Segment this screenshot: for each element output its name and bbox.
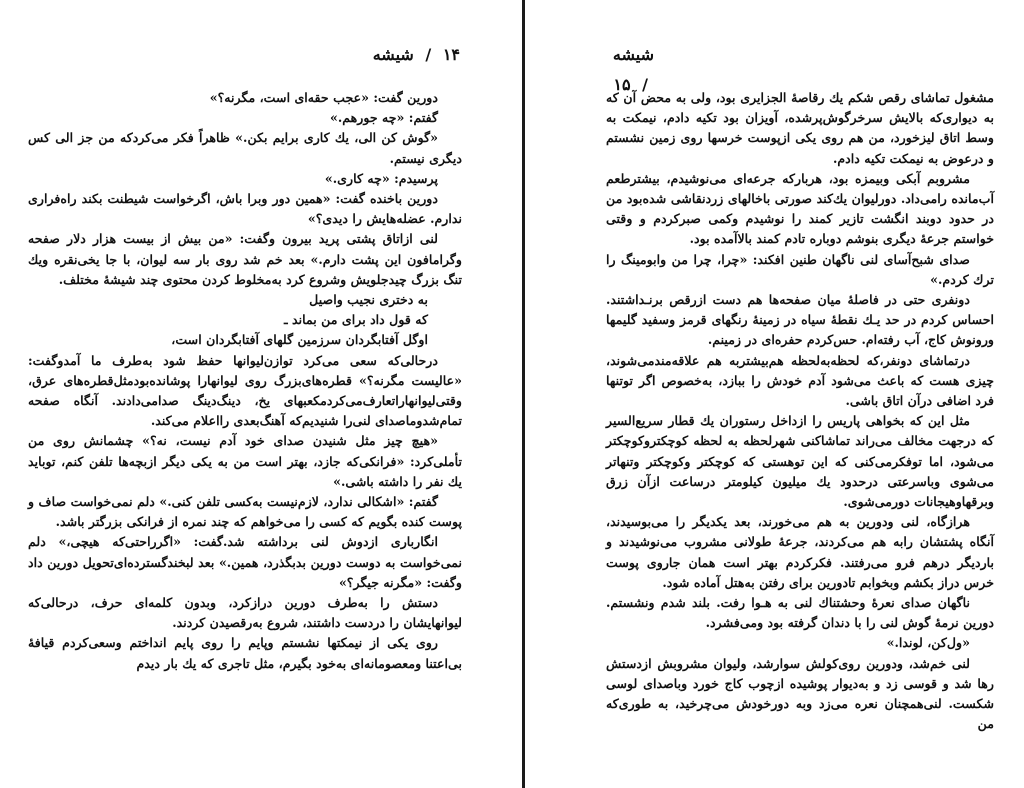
paragraph: هرازگاه، لنی ودورین به هم می‌خورند، بعد یکدیگر را می‌بوسیدند، آنگاه پشتشان رابه هم می‌کردند، جرعهٔ طولانی مشروب می‌نوشیدند و باردیگر درهم فرو می‌رفتند. فکرکردم بهتر است همان جاروی پوست خرس دراز بکشم وبخوابم تادورین برای رفتن به‌هتل آماده شود. — [606, 514, 994, 590]
paragraph: انگارباری ازدوش لنی برداشته شد.گفت: «اگرراحتی‌که هیچی،» دلم نمی‌خواست به دوست دورین بدبگذرد، همین.» بعد لبخندگسترده‌ای‌تحویل دورین داد وگفت: «مگرنه جیگر؟» — [28, 534, 462, 590]
paragraph: مشغول تماشای رقص شکم یك رقاصهٔ الجزایری بود، ولی به محض آن که به دیواری‌که بالایش سرخرگوش‌پرشده، آویزان بود تکیه دادم، نیمکت به وسط اتاق لیزخورد، من هم روی یکی ازپوست خرسها روی زمین نشستم و درعوض به نیمکت تکیه دادم. — [606, 90, 994, 166]
left-page-number: ۱۴ — [442, 45, 460, 64]
right-page-body — [606, 88, 994, 735]
poem-line: اوگل آفتابگردان سرزمین گلهای آفتابگردان است، — [171, 332, 428, 348]
paragraph: «گوش کن الی، یك کاری برایم بکن.» ظاهراً فکر می‌کردکه من جز الی کس دیگری نیستم. — [28, 130, 462, 166]
paragraph: درتماشای دونفر،که لحظه‌به‌لحظه هم‌بیشتربه هم علاقه‌مندمی‌شوند، چیزی هست که باعث می‌شود آدم خودش را ببازد، به‌خصوص اگر توتنها فرد اضافی درآن اتاق باشی. — [606, 352, 994, 409]
poem-line: که قول داد برای من بماند ـ — [283, 312, 428, 328]
left-header-separator: / — [425, 45, 432, 64]
left-page-header — [28, 40, 462, 70]
paragraph: دورین گفت: «عجب حقه‌ای است، مگرنه؟» — [209, 90, 438, 105]
paragraph: دورین باخنده گفت: «همین دور وبرا باش، اگرخواست شیطنت بکند راه‌فراری ندارم. عضله‌هایش را دیدی؟» — [28, 191, 462, 227]
paragraph: ناگهان صدای نعرهٔ وحشتناك لنی به هـوا رفت. بلند شدم ونشستم. دورین نرمهٔ گوش لنی را با دندان گرفته بود ومی‌فشرد. — [606, 595, 994, 631]
left-running-title: شیشه — [372, 45, 414, 64]
paragraph: مشروبم آبکی وبیمزه بود، هربارکه جرعه‌ای می‌نوشیدم، بیشترطعم آب‌مانده رامی‌داد. دورلیوان یك‌کند صورتی باخالهای زردنقاشی شده‌بود من در حدود دوبند انگشت تازیر کمند را نوشیدم وکمی صبرکردم و وقتی خواستم جرعهٔ دیگری بنوشم دوباره تادم کمند بالاآمده بود. — [606, 170, 994, 247]
right-page-number: ۱۵ — [613, 75, 631, 94]
paragraph: لنی خم‌شد، ودورین روی‌کولش سوارشد، ولیوان مشروبش ازدستش رها شد و قوسی زد و به‌دیوار پوشیده ازچوب کاج خورد وباصدای لوسی شکست. لنی‌همچنان نعره می‌زد وبه دورخودش می‌چرخید، به طوری‌که من — [606, 655, 994, 732]
right-header-separator: / — [642, 75, 648, 94]
poem-line: به دختری نجیب واصیل — [309, 292, 428, 308]
left-page-body — [28, 88, 462, 674]
paragraph: دستش را به‌طرف دورین درازکرد، وبدون کلمه‌ای حرف، درحالی‌که لیوانهایشان را دردست داشتند، شروع به‌رقصیدن کردند. — [28, 595, 462, 631]
paragraph: «هیچ چیز مثل شنیدن صدای خود آدم نیست، نه؟» چشمانش روی من تأملی‌کرد: «فرانکی‌که جازد، بهتر است من به یکی دیگر ازبچه‌ها تلفن کنم، توباید یك نفر را داشته باشی.» — [28, 433, 462, 489]
paragraph: درحالی‌که سعی می‌کرد توازن‌لیوانها حفظ شود به‌طرف ما آمدوگفت: «عالیست مگرنه؟» قطره‌های‌بزرگ روی لیوانهارا پوشانده‌بودمثل‌قطره‌های عرق، وقتی‌لیوانهاراتعارف‌می‌کردمکعبهای یخ، دینگ‌دینگ صدامی‌دادند. آنگاه صفحه تمام‌شدوماصدای لنی‌را شنیدیم‌که آهنگ‌بعدی رااعلام می‌کند. — [28, 352, 462, 429]
paragraph: لنی ازاتاق پشتی پرید بیرون وگفت: «من بیش از بیست هزار دلار صفحه وگرامافون این پشت دارم.» بعد خم شد روی بار سه لیوان، با جا یخی‌نقره ویك تنگ بزرگ چیدجلویش وشروع کرد به‌مخلوط کردن محتوی چند شیشهٔ مختلف. — [28, 231, 462, 287]
paragraph: «ول‌کن، لوندا.» — [886, 635, 970, 651]
paragraph: دونفری حتی در فاصلهٔ میان صفحه‌ها هم دست ازرقص برنـداشتند. احساس کردم در حد یـك نقطهٔ سیاه در زمینهٔ رنگهای قرمز وسفید گلیمها ورونوش کاج، آب رفته‌ام. حس‌کردم حفره‌ای در زمینم. — [606, 292, 994, 348]
paragraph: صدای شبح‌آسای لنی ناگهان طنین افکند: «چرا، چرا من وابومینگ را ترك کردم.» — [606, 251, 994, 287]
right-page-header — [606, 40, 994, 94]
right-page — [528, 0, 1024, 788]
paragraph: پرسیدم: «چه کاری.» — [324, 170, 438, 186]
paragraph: مثل این که بخواهی پاریس را ازداخل رستوران یك قطار سریع‌السیر که درجهت مخالف می‌راند تماشاکنی شهرلحظه به لحظه کوچکتروکوچکتر می‌شود، اما توفکرمی‌کنی که این توهستی که کوچکتر وکوچکتر وتنهاتر می‌شوی وباسرعتی درحدود یك میلیون کیلومتر درساعت ازآن زرق وبرقهاوهیجانات دورمی‌شوی. — [606, 413, 994, 510]
paragraph: گفتم: «اشکالی ندارد، لازم‌نیست به‌کسی تلفن کنی.» دلم نمی‌خواست صاف و پوست کنده بگویم که کسی را می‌خواهم که چند نمره از فرانکی بزرگتر باشد. — [28, 494, 462, 530]
book-gutter — [522, 0, 525, 788]
paragraph: روی یکی از نیمکتها نشستم وپایم را روی پایم انداختم وسعی‌کردم قیافهٔ بی‌اعتنا ومعصومانه‌ای به‌خود بگیرم، مثل تاجری که یك بار دیدم — [28, 635, 462, 671]
paragraph: گفتم: «چه جورهم.» — [329, 110, 438, 126]
right-running-title: شیشه — [612, 45, 654, 64]
